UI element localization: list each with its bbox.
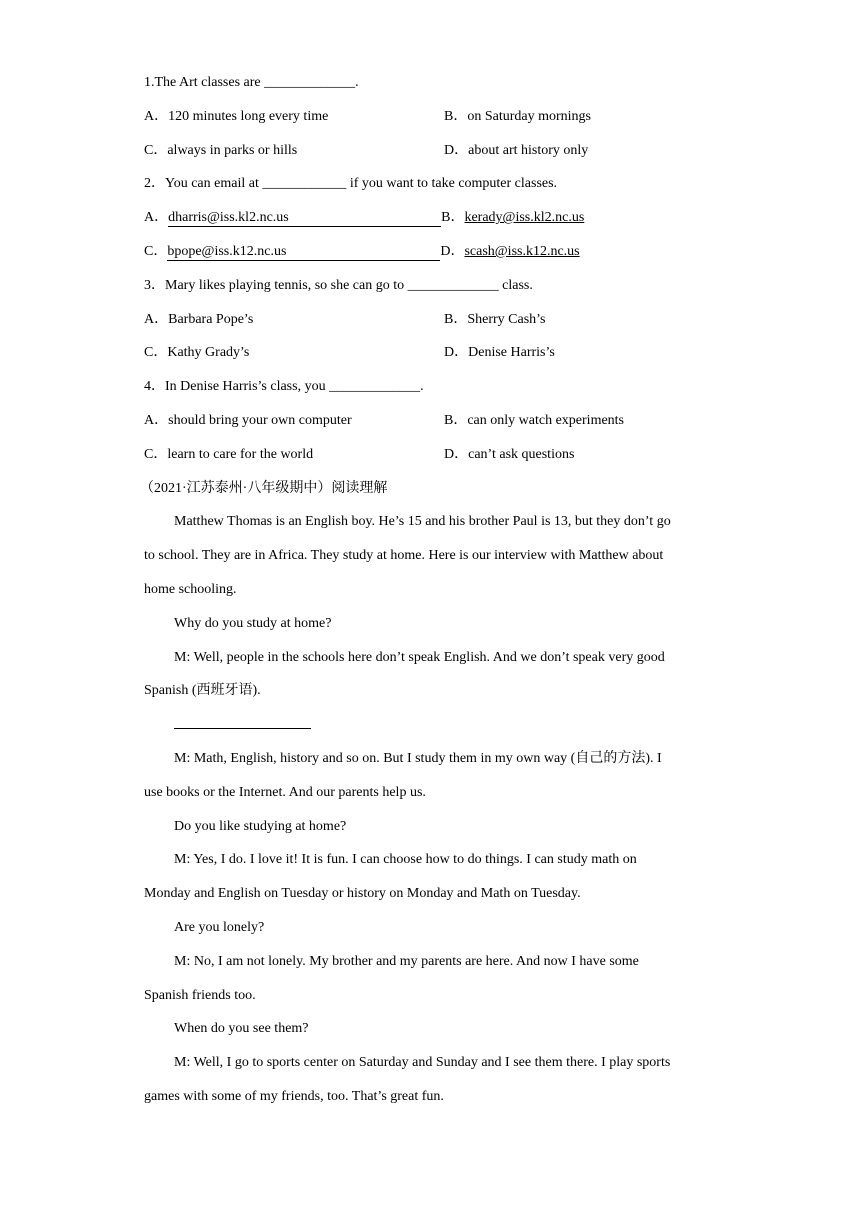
question-3-options-ab <box>144 303 724 337</box>
option-b-email-link[interactable]: kerady@iss.kl2.nc.us <box>464 210 585 226</box>
option-label: D． <box>444 142 469 158</box>
option-label: D． <box>444 446 469 462</box>
option-text: Barbara Pope’s <box>168 311 254 327</box>
option-label: A． <box>144 108 169 124</box>
option-d-email-link[interactable]: scash@iss.k12.nc.us <box>464 243 580 259</box>
email-link[interactable]: dharris@iss.kl2.nc.us <box>168 210 289 226</box>
interview-answer-like-line-2: Monday and English on Tuesday or history on Monday and Math on Tuesday. <box>144 886 581 902</box>
option-c-email-link[interactable] <box>167 244 440 261</box>
question-stem-text: 2．You can email at <box>144 176 263 192</box>
option-label: B． <box>444 108 468 124</box>
option-label: C． <box>144 446 168 462</box>
option-b <box>444 404 624 438</box>
option-label: C． <box>144 243 168 259</box>
question-4-options-ab <box>144 404 724 438</box>
option-text: on Saturday mornings <box>467 108 591 124</box>
interview-question-when: When do you see them? <box>174 1021 309 1037</box>
option-label: C． <box>144 345 168 361</box>
question-3-stem <box>144 269 724 303</box>
question-4-options-cd <box>144 438 724 472</box>
interview-question-like: Do you like studying at home? <box>174 818 347 834</box>
answer-blank: _____________ <box>329 379 421 395</box>
question-stem-end: if you want to take computer classes. <box>346 176 558 192</box>
option-a <box>144 100 444 134</box>
interview-answer-subjects-line-1: M: Math, English, history and so on. But I study them in my own way (自己的方法). I <box>174 750 662 766</box>
question-stem-text: 4．In Denise Harris’s class, you <box>144 379 330 395</box>
interview-answer-lonely-line-2: Spanish friends too. <box>144 987 256 1003</box>
option-c <box>144 438 444 472</box>
section-header: （2021·江苏泰州·八年级期中）阅读理解 <box>140 480 388 496</box>
interview-answer-lonely-line-1: M: No, I am not lonely. My brother and my parents are here. And now I have some <box>174 953 639 969</box>
interview-question-why: Why do you study at home? <box>174 615 332 631</box>
answer-blank: ____________ <box>262 176 347 192</box>
question-stem-end: . <box>355 75 359 90</box>
option-a-email-link[interactable] <box>168 210 441 227</box>
question-stem-end: . <box>420 379 424 395</box>
option-text: Kathy Grady’s <box>167 345 250 361</box>
option-label: C． <box>144 142 168 158</box>
option-text: can only watch experiments <box>467 412 625 428</box>
option-label: D． <box>440 243 465 259</box>
option-text: always in parks or hills <box>167 142 298 158</box>
option-label: A． <box>144 311 169 327</box>
option-a <box>144 404 444 438</box>
interview-answer-like-line-1: M: Yes, I do. I love it! It is fun. I can choose how to do things. I can study math on <box>174 852 637 868</box>
option-text: can’t ask questions <box>468 446 575 462</box>
interview-answer-why-line-1: M: Well, people in the schools here don’t speak English. And we don’t speak very good <box>174 649 665 665</box>
option-label: B． <box>444 412 468 428</box>
answer-blank: _____________ <box>264 75 356 90</box>
email-link[interactable]: bpope@iss.k12.nc.us <box>167 243 287 259</box>
option-label: B． <box>441 210 465 226</box>
question-1-options-cd <box>144 134 724 168</box>
question-answer-blank[interactable] <box>174 708 311 729</box>
option-c <box>144 336 444 370</box>
option-d <box>444 134 588 168</box>
option-label: D． <box>444 345 469 361</box>
interview-answer-when-line-1: M: Well, I go to sports center on Saturday and Sunday and I see them there. I play sports <box>174 1055 671 1071</box>
option-d <box>444 336 555 370</box>
option-text: 120 minutes long every time <box>168 108 329 124</box>
question-3-options-cd <box>144 336 724 370</box>
option-b <box>444 303 546 337</box>
option-d <box>444 438 574 472</box>
option-text: learn to care for the world <box>167 446 314 462</box>
option-text: Sherry Cash’s <box>467 311 546 327</box>
option-text: Denise Harris’s <box>468 345 555 361</box>
question-stem-text: 1.The Art classes are <box>144 75 265 90</box>
interview-question-lonely: Are you lonely? <box>174 919 265 935</box>
question-1-stem <box>144 66 724 100</box>
option-text: should bring your own computer <box>168 412 352 428</box>
option-label: B． <box>444 311 468 327</box>
interview-answer-subjects-line-2: use books or the Internet. And our parents help us. <box>144 784 426 800</box>
question-1-options-ab <box>144 100 724 134</box>
interview-answer-why-line-2: Spanish (西班牙语). <box>144 683 261 699</box>
question-2-options-cd <box>144 235 724 269</box>
option-c <box>144 134 444 168</box>
question-stem-text: 3．Mary likes playing tennis, so she can go to <box>144 277 408 293</box>
question-stem-end: class. <box>498 277 533 293</box>
option-a <box>144 303 444 337</box>
option-label: A． <box>144 210 169 226</box>
interview-missing-question-blank <box>144 708 724 742</box>
question-4-stem <box>144 370 724 404</box>
interview-answer-when-line-2: games with some of my friends, too. That’s great fun. <box>144 1088 444 1104</box>
question-2-stem <box>144 167 724 201</box>
passage-intro-line-3: home schooling. <box>144 581 237 597</box>
answer-blank: _____________ <box>407 277 499 293</box>
question-2-options-ab <box>144 201 724 235</box>
option-label: A． <box>144 412 169 428</box>
passage-intro-line-1: Matthew Thomas is an English boy. He’s 15 and his brother Paul is 13, but they don’t go <box>174 514 671 530</box>
document-page <box>140 66 724 1114</box>
option-text: about art history only <box>468 142 589 158</box>
passage-intro-line-2: to school. They are in Africa. They study at home. Here is our interview with Matthew about <box>144 548 664 564</box>
option-b <box>444 100 591 134</box>
